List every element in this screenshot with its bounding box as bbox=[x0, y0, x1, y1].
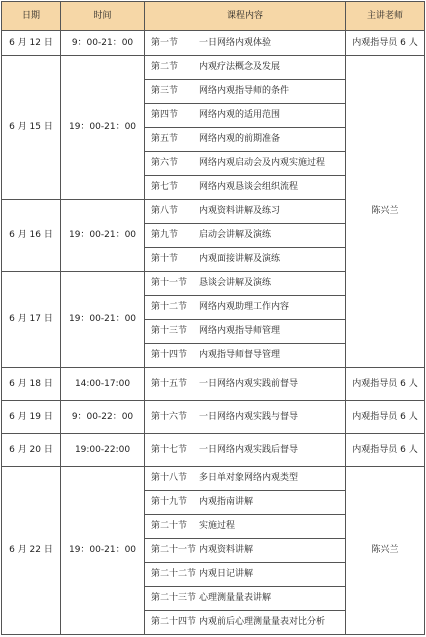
lesson-number: 第十九节 bbox=[151, 497, 188, 507]
lesson-cell bbox=[145, 491, 346, 515]
lesson-title: 网络内观助理工作内容 bbox=[199, 302, 290, 312]
lesson-number: 第二十四节 bbox=[151, 617, 197, 627]
lesson-cell bbox=[145, 200, 346, 224]
teacher-cell: 内观指导员 6 人 bbox=[346, 401, 425, 434]
lesson-title: 多日单对象网络内观类型 bbox=[199, 473, 299, 483]
lesson-number: 第二十一节 bbox=[151, 545, 197, 555]
table-row bbox=[2, 56, 425, 80]
header-date: 日期 bbox=[2, 2, 61, 31]
lesson-cell bbox=[145, 467, 346, 491]
lesson-number: 第七节 bbox=[151, 182, 179, 192]
lesson-number: 第二节 bbox=[151, 62, 179, 72]
table-row bbox=[2, 434, 425, 467]
time-cell: 19：00-21：00 bbox=[61, 56, 145, 200]
lesson-cell bbox=[145, 80, 346, 104]
lesson-title: 网络内观恳谈会组织流程 bbox=[199, 182, 299, 192]
lesson-cell bbox=[145, 611, 346, 635]
lesson-number: 第三节 bbox=[151, 86, 179, 96]
time-cell: 19:00-22:00 bbox=[61, 434, 145, 467]
lesson-number: 第十六节 bbox=[151, 411, 188, 422]
lesson-number: 第十八节 bbox=[151, 473, 188, 483]
date-cell: 6 月 22 日 bbox=[2, 467, 61, 635]
lesson-number: 第四节 bbox=[151, 110, 179, 120]
lesson-cell bbox=[145, 272, 346, 296]
teacher-cell: 陈兴兰 bbox=[346, 56, 425, 368]
time-cell: 19：00-21：00 bbox=[61, 272, 145, 368]
lesson-title: 实施过程 bbox=[199, 521, 236, 531]
lesson-number: 第八节 bbox=[151, 206, 179, 216]
lesson-title: 内观资料讲解 bbox=[199, 545, 254, 555]
lesson-cell bbox=[145, 539, 346, 563]
lesson-number: 第二十三节 bbox=[151, 593, 197, 603]
lesson-number: 第十二节 bbox=[151, 302, 188, 312]
lesson-cell bbox=[145, 344, 346, 368]
time-cell: 9：00-21：00 bbox=[61, 31, 145, 56]
time-cell: 9：00-22：00 bbox=[61, 401, 145, 434]
time-cell: 19：00-21：00 bbox=[61, 200, 145, 272]
lesson-cell bbox=[145, 401, 346, 434]
date-cell: 6 月 17 日 bbox=[2, 272, 61, 368]
lesson-number: 第十节 bbox=[151, 254, 179, 264]
date-cell: 6 月 15 日 bbox=[2, 56, 61, 200]
lesson-cell bbox=[145, 515, 346, 539]
lesson-title: 一日网络内观实践前督导 bbox=[199, 378, 299, 389]
lesson-title: 内观日记讲解 bbox=[199, 569, 254, 579]
lesson-cell bbox=[145, 368, 346, 401]
teacher-cell: 内观指导员 6 人 bbox=[346, 31, 425, 56]
lesson-number: 第十七节 bbox=[151, 444, 188, 455]
lesson-cell bbox=[145, 31, 346, 56]
lesson-cell bbox=[145, 248, 346, 272]
lesson-number: 第十四节 bbox=[151, 350, 188, 360]
lesson-title: 启动会讲解及演练 bbox=[199, 230, 272, 240]
schedule-table bbox=[1, 1, 425, 635]
lesson-number: 第十一节 bbox=[151, 278, 188, 288]
table-row bbox=[2, 401, 425, 434]
lesson-title: 心理测量量表讲解 bbox=[199, 593, 272, 603]
teacher-cell: 内观指导员 6 人 bbox=[346, 434, 425, 467]
lesson-cell bbox=[145, 104, 346, 128]
table-row bbox=[2, 467, 425, 491]
table-row bbox=[2, 31, 425, 56]
lesson-cell bbox=[145, 320, 346, 344]
time-cell: 14:00-17:00 bbox=[61, 368, 145, 401]
lesson-title: 网络内观启动会及内观实施过程 bbox=[199, 158, 326, 168]
lesson-title: 一日网络内观实践与督导 bbox=[199, 411, 299, 422]
time-cell: 19：00-21：00 bbox=[61, 467, 145, 635]
header-content: 课程内容 bbox=[145, 2, 346, 31]
lesson-number: 第二十二节 bbox=[151, 569, 197, 579]
lesson-number: 第十五节 bbox=[151, 378, 188, 389]
lesson-title: 恳谈会讲解及演练 bbox=[199, 278, 272, 288]
date-cell: 6 月 19 日 bbox=[2, 401, 61, 434]
lesson-title: 网络内观指导师管理 bbox=[199, 326, 281, 336]
lesson-cell bbox=[145, 176, 346, 200]
lesson-title: 一日网络内观体验 bbox=[199, 37, 272, 48]
lesson-cell bbox=[145, 296, 346, 320]
table-row bbox=[2, 368, 425, 401]
lesson-number: 第九节 bbox=[151, 230, 179, 240]
lesson-cell bbox=[145, 152, 346, 176]
date-cell: 6 月 16 日 bbox=[2, 200, 61, 272]
lesson-title: 内观指南讲解 bbox=[199, 497, 254, 507]
lesson-number: 第二十节 bbox=[151, 521, 188, 531]
lesson-title: 内观指导师督导管理 bbox=[199, 350, 281, 360]
lesson-cell bbox=[145, 563, 346, 587]
lesson-cell bbox=[145, 128, 346, 152]
header-teacher: 主讲老师 bbox=[346, 2, 425, 31]
lesson-title: 网络内观的适用范围 bbox=[199, 110, 281, 120]
lesson-title: 网络内观指导师的条件 bbox=[199, 86, 290, 96]
lesson-title: 内观前后心理测量量表对比分析 bbox=[199, 617, 326, 627]
lesson-cell bbox=[145, 224, 346, 248]
lesson-title: 内观面接讲解及演练 bbox=[199, 254, 281, 264]
teacher-cell: 陈兴兰 bbox=[346, 467, 425, 635]
header-time: 时间 bbox=[61, 2, 145, 31]
lesson-title: 一日网络内观实践后督导 bbox=[199, 444, 299, 455]
lesson-number: 第六节 bbox=[151, 158, 179, 168]
lesson-number: 第一节 bbox=[151, 37, 179, 48]
date-cell: 6 月 20 日 bbox=[2, 434, 61, 467]
lesson-cell bbox=[145, 56, 346, 80]
lesson-cell bbox=[145, 587, 346, 611]
teacher-cell: 内观指导员 6 人 bbox=[346, 368, 425, 401]
date-cell: 6 月 18 日 bbox=[2, 368, 61, 401]
lesson-title: 内观资料讲解及练习 bbox=[199, 206, 281, 216]
date-cell: 6 月 12 日 bbox=[2, 31, 61, 56]
lesson-number: 第五节 bbox=[151, 134, 179, 144]
lesson-cell bbox=[145, 434, 346, 467]
lesson-number: 第十三节 bbox=[151, 326, 188, 336]
lesson-title: 网络内观的前期准备 bbox=[199, 134, 281, 144]
lesson-title: 内观疗法概念及发展 bbox=[199, 62, 281, 72]
